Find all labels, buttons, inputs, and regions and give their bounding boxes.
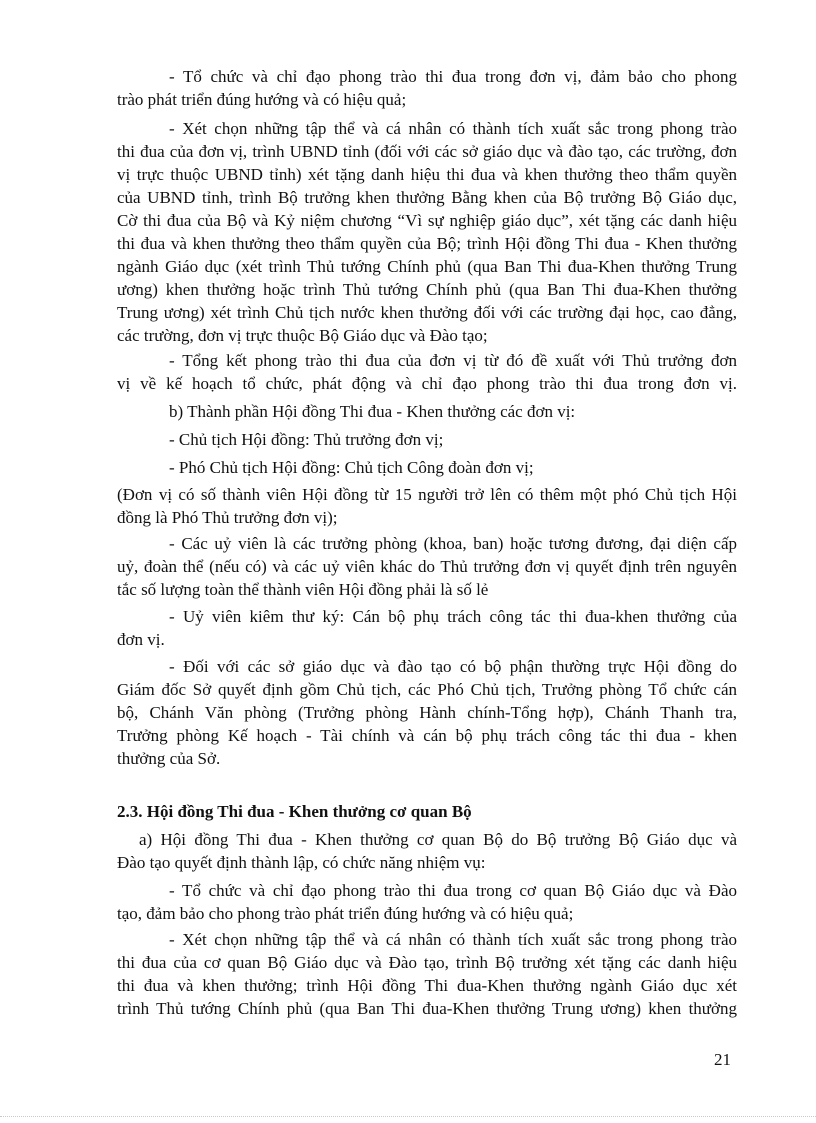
text-line: (Đơn vị có số thành viên Hội đồng từ 15 người trở lên có thêm một phó Chủ tịch Hội xyxy=(117,485,737,504)
text-line: - Uỷ viên kiêm thư ký: Cán bộ phụ trách công tác thi đua-khen thưởng của xyxy=(169,607,737,626)
text-line: ngành Giáo dục (xét trình Thủ tướng Chính phủ (qua Ban Thi đua-Khen thưởng Trung xyxy=(117,257,737,276)
text-line: - Các uỷ viên là các trưởng phòng (khoa, ban) hoặc tương đương, đại diện cấp xyxy=(169,534,737,553)
text-line: các trường, đơn vị trực thuộc Bộ Giáo dục và Đào tạo; xyxy=(117,326,488,345)
text-line: Cờ thi đua của Bộ và Kỷ niệm chương “Vì sự nghiệp giáo dục”, xét tặng các danh hiệu xyxy=(117,211,737,230)
page-number: 21 xyxy=(714,1050,731,1069)
text-line: - Xét chọn những tập thể và cá nhân có thành tích xuất sắc trong phong trào xyxy=(169,119,737,138)
text-line: tắc số lượng toàn thể thành viên Hội đồng phải là số lẻ xyxy=(117,580,489,599)
text-line: vị về kế hoạch tổ chức, phát động và chỉ đạo phong trào thi đua trong đơn vị. xyxy=(117,374,737,393)
text-line: uỷ, đoàn thể (nếu có) và các uỷ viên khác do Thủ trưởng đơn vị quyết định trên nguyên xyxy=(117,557,737,576)
text-line: tạo, đảm bảo cho phong trào phát triển đúng hướng và có hiệu quả; xyxy=(117,904,574,923)
text-line: thi đua của đơn vị, trình UBND tỉnh (đối với các sở giáo dục và đào tạo, các trường, đơn xyxy=(117,142,737,161)
page-bottom-divider xyxy=(0,1116,816,1117)
text-line: thi đua của cơ quan Bộ Giáo dục và Đào tạo, trình Bộ trưởng xét tặng các danh hiệu xyxy=(117,953,737,972)
text-line: - Tổ chức và chỉ đạo phong trào thi đua trong cơ quan Bộ Giáo dục và Đào xyxy=(169,881,737,900)
subsection-label: b) Thành phần Hội đồng Thi đua - Khen thưởng các đơn vị: xyxy=(169,402,576,421)
text-line: Giám đốc Sở quyết định gồm Chủ tịch, các Phó Chủ tịch, Trưởng phòng Tổ chức cán xyxy=(117,680,737,699)
text-line: thi đua và khen thưởng; trình Hội đồng Thi đua-Khen thưởng ngành Giáo dục xét xyxy=(117,976,737,995)
text-line: - Xét chọn những tập thể và cá nhân có thành tích xuất sắc trong phong trào xyxy=(169,930,737,949)
text-line: thưởng của Sở. xyxy=(117,749,221,768)
text-line: - Đối với các sở giáo dục và đào tạo có bộ phận thường trực Hội đồng do xyxy=(169,657,737,676)
section-heading: 2.3. Hội đồng Thi đua - Khen thưởng cơ quan Bộ xyxy=(117,802,472,821)
text-line: bộ, Chánh Văn phòng (Trưởng phòng Hành chính-Tổng hợp), Chánh Thanh tra, xyxy=(117,703,737,722)
text-line: Trung ương) xét trình Chủ tịch nước khen thưởng đối với các trường đại học, cao đẳng, xyxy=(117,303,737,322)
text-line: - Tổng kết phong trào thi đua của đơn vị từ đó đề xuất với Thủ trưởng đơn xyxy=(169,351,737,370)
text-line: của UBND tỉnh, trình Bộ trưởng khen thưởng Bằng khen của Bộ trưởng Bộ Giáo dục, xyxy=(117,188,737,207)
text-line: - Phó Chủ tịch Hội đồng: Chủ tịch Công đoàn đơn vị; xyxy=(169,458,534,477)
text-line: đồng là Phó Thủ trưởng đơn vị); xyxy=(117,508,338,527)
text-line: - Tổ chức và chỉ đạo phong trào thi đua trong đơn vị, đảm bảo cho phong xyxy=(169,67,737,86)
text-line: đơn vị. xyxy=(117,630,165,649)
text-line: Đào tạo quyết định thành lập, có chức năng nhiệm vụ: xyxy=(117,853,486,872)
text-line: ương) khen thưởng hoặc trình Thủ tướng Chính phủ (qua Ban Thi đua-Khen thưởng xyxy=(117,280,737,299)
text-line: trình Thủ tướng Chính phủ (qua Ban Thi đua-Khen thưởng Trung ương) khen thưởng xyxy=(117,999,737,1018)
text-line: - Chủ tịch Hội đồng: Thủ trưởng đơn vị; xyxy=(169,430,444,449)
text-line: vị trực thuộc UBND tỉnh) xét tặng danh hiệu thi đua và khen thưởng theo thẩm quyền xyxy=(117,165,737,184)
text-line: a) Hội đồng Thi đua - Khen thưởng cơ quan Bộ do Bộ trưởng Bộ Giáo dục và xyxy=(139,830,737,849)
text-line: Trưởng phòng Kế hoạch - Tài chính và cán bộ phụ trách công tác thi đua - khen xyxy=(117,726,737,745)
text-line: thi đua và khen thưởng theo thẩm quyền của Bộ; trình Hội đồng Thi đua - Khen thưởng xyxy=(117,234,737,253)
text-line: trào phát triển đúng hướng và có hiệu quả; xyxy=(117,90,407,109)
